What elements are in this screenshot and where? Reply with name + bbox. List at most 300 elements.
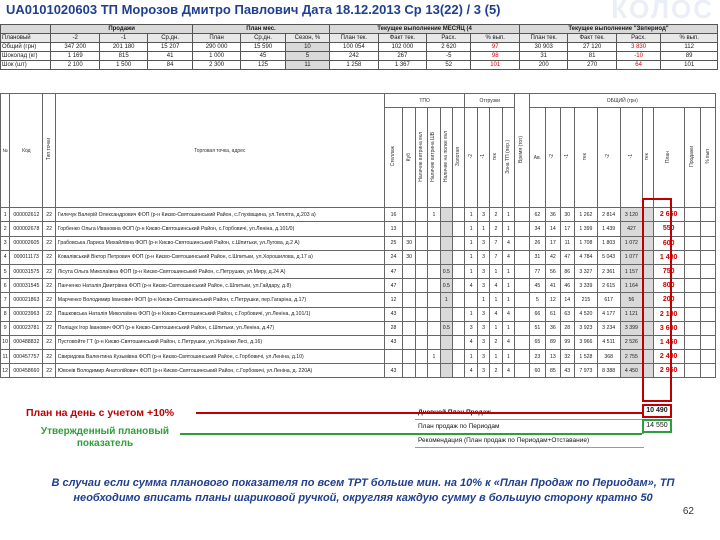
outlet-tpo-value xyxy=(453,335,465,349)
outlet-sales-value: 63 xyxy=(560,307,574,321)
outlet-shipment-value: 1 xyxy=(465,236,477,250)
outlet-tpo-value xyxy=(440,335,452,349)
summary-col-header: -2 xyxy=(51,34,99,43)
outlet-tpo-value xyxy=(453,236,465,250)
outlet-plan-value: 2 650 xyxy=(653,208,684,222)
outlet-tpo-value xyxy=(428,279,440,293)
col-sales-sub xyxy=(597,108,620,208)
col-address: Торговая точка, адрес xyxy=(55,94,384,208)
outlet-plan-sales xyxy=(684,350,701,364)
watermark-logo: КОЛОС xyxy=(611,0,714,24)
outlet-sales-value: 1 708 xyxy=(575,236,598,250)
outlet-shipment-value: 2 xyxy=(490,222,502,236)
outlet-plan-sales xyxy=(684,293,701,307)
outlet-tpo-value: 30 xyxy=(403,236,415,250)
col-tpo-sub-text: Наличие витрина ШВ xyxy=(430,131,437,182)
outlet-address: Панченко Наталія Дмитрівна ФОП (р-н Києво-Святошинський Район, с.Шпитьки, ул.Гайдару, д.8) xyxy=(55,279,384,293)
daily-plan-value: 10 490 xyxy=(642,404,672,418)
outlet-code: 000023781 xyxy=(10,321,43,335)
summary-cell: 41 xyxy=(148,52,192,61)
outlet-tpo-value xyxy=(440,350,452,364)
outlet-tp-zone xyxy=(515,307,529,321)
outlet-sales-value: 46 xyxy=(560,279,574,293)
col-tpo-sub xyxy=(440,108,452,208)
outlet-sales-value: 66 xyxy=(529,307,546,321)
outlet-shipment-value: 1 xyxy=(490,264,502,278)
summary-cell: 84 xyxy=(148,61,192,70)
outlet-tp-zone xyxy=(515,335,529,349)
summary-cell: 15 207 xyxy=(148,43,192,52)
col-sales-sub-text: -1 xyxy=(627,154,634,159)
outlet-tpo-value xyxy=(428,236,440,250)
summary-cell: 89 xyxy=(661,52,718,61)
outlet-sales-value: 3 234 xyxy=(597,321,620,335)
outlet-plan-pct xyxy=(701,307,716,321)
outlet-shipment-value: 4 xyxy=(490,279,502,293)
outlet-plan-pct xyxy=(701,264,716,278)
outlet-plan-pct xyxy=(701,335,716,349)
summary-col-header: Факт тек. xyxy=(378,34,426,43)
outlet-shipment-value: 3 xyxy=(477,264,489,278)
outlet-shipment-value: 3 xyxy=(477,307,489,321)
outlet-plan-pct xyxy=(701,293,716,307)
outlet-plan-sales xyxy=(684,364,701,378)
outlet-sales-value: 1 072 xyxy=(620,236,643,250)
outlet-sales-value: 1 399 xyxy=(575,222,598,236)
outlet-sales-value: 17 xyxy=(546,236,560,250)
col-tp-zone-text: Зона ТП (пер.) xyxy=(504,139,511,174)
outlet-row xyxy=(1,307,716,321)
col-sales-sub xyxy=(560,108,574,208)
outlet-tp-zone xyxy=(515,293,529,307)
outlet-tpo-value xyxy=(403,293,415,307)
outlet-shipment-value: 3 xyxy=(465,321,477,335)
recommendation-label: Рекомендация (План продаж по Периодам+Отставание) xyxy=(418,437,590,444)
col-tpo-sub xyxy=(384,108,403,208)
outlet-sales-value: 17 xyxy=(560,222,574,236)
outlet-plan-pct xyxy=(701,222,716,236)
summary-corner xyxy=(1,25,51,34)
outlet-tpo-value: 0.5 xyxy=(440,264,452,278)
outlet-tpo-value xyxy=(403,307,415,321)
outlet-sales-value: 60 xyxy=(529,364,546,378)
outlet-plan-pct xyxy=(701,350,716,364)
col-sales-sub-text: -1 xyxy=(563,154,570,159)
outlet-shipment-value: 3 xyxy=(477,321,489,335)
outlet-sales-value: 1 164 xyxy=(620,279,643,293)
col-total: ОБЩИЙ (грн) xyxy=(529,94,715,108)
outlet-shipment-value: 1 xyxy=(465,350,477,364)
outlet-sales-value: 56 xyxy=(546,264,560,278)
outlet-tpo-value xyxy=(415,236,427,250)
summary-cell: 1 258 xyxy=(330,61,378,70)
outlet-visit-value: 4 xyxy=(502,364,514,378)
outlet-tp-zone xyxy=(515,208,529,222)
outlet-tp-zone xyxy=(515,364,529,378)
summary-cell: 30 903 xyxy=(519,43,567,52)
col-plan xyxy=(653,108,684,208)
outlet-sales-value: 1 528 xyxy=(575,350,598,364)
summary-cell: 97 xyxy=(471,43,519,52)
outlet-tpo-value xyxy=(403,350,415,364)
outlet-plan-sales xyxy=(684,335,701,349)
outlet-address: Пустовойте ГТ (р-н Києво-Святошинський Район, с.Петрушки, ул.Українки Лесі, д.16) xyxy=(55,335,384,349)
summary-cell: 112 xyxy=(661,43,718,52)
outlet-number: 6 xyxy=(1,279,10,293)
outlet-visit-value: 4 xyxy=(502,307,514,321)
outlet-sales-value: 28 xyxy=(560,321,574,335)
page-number: 62 xyxy=(682,506,694,517)
divider xyxy=(415,419,644,420)
outlets-table-body xyxy=(1,208,716,378)
outlet-plan-value: 1 450 xyxy=(653,335,684,349)
outlet-tpo-value xyxy=(415,264,427,278)
summary-cell: 15 590 xyxy=(241,43,285,52)
outlet-row xyxy=(1,236,716,250)
outlet-plan-value: 3 600 xyxy=(653,321,684,335)
outlet-row xyxy=(1,250,716,264)
outlet-shipment-value: 4 xyxy=(465,335,477,349)
outlet-row xyxy=(1,335,716,349)
outlet-code: 000023963 xyxy=(10,307,43,321)
outlet-tpo-value: 43 xyxy=(384,364,403,378)
outlet-row xyxy=(1,364,716,378)
summary-table xyxy=(0,24,718,70)
summary-cell: 101 xyxy=(471,61,519,70)
col-shipments: Отгрузки xyxy=(465,94,515,108)
col-shipment-sub-text: -2 xyxy=(467,154,474,159)
outlet-visit-value: 1 xyxy=(502,208,514,222)
outlet-shipment-value xyxy=(465,293,477,307)
outlet-plan-sales xyxy=(684,307,701,321)
annotation-plan-day: План на день с учетом +10% xyxy=(26,407,175,419)
outlet-type: 22 xyxy=(43,364,55,378)
outlet-shipment-value: 7 xyxy=(490,236,502,250)
col-tpo-sub xyxy=(428,108,440,208)
summary-cell: 1 500 xyxy=(99,61,147,70)
outlet-shipment-value: 3 xyxy=(477,350,489,364)
outlet-code: 000002605 xyxy=(10,236,43,250)
col-tpo-sub-text: Стеллаж xyxy=(390,146,397,167)
outlet-sales-value: 13 xyxy=(546,350,560,364)
outlet-sales-value: 8 388 xyxy=(597,364,620,378)
outlet-shipment-value: 2 xyxy=(490,208,502,222)
outlet-tp-zone xyxy=(515,236,529,250)
outlet-tpo-value xyxy=(453,264,465,278)
outlet-shipment-value: 1 xyxy=(465,222,477,236)
outlet-shipment-value: 1 xyxy=(490,321,502,335)
outlets-header-row xyxy=(1,94,716,108)
outlet-tp-zone xyxy=(515,279,529,293)
outlet-tpo-value xyxy=(415,335,427,349)
summary-cell: 125 xyxy=(241,61,285,70)
outlet-visit-value: 4 xyxy=(502,250,514,264)
col-sales-sub-text: тек xyxy=(644,153,651,161)
outlet-number: 10 xyxy=(1,335,10,349)
outlet-tpo-value xyxy=(415,208,427,222)
summary-cell: 201 180 xyxy=(99,43,147,52)
outlet-sales-value: 12 xyxy=(546,293,560,307)
summary-col-header: План тек. xyxy=(330,34,378,43)
summary-group: Текущее выполнение "Звпериод" xyxy=(519,25,717,34)
outlet-sales-value: 7 973 xyxy=(575,364,598,378)
summary-cell: 2 620 xyxy=(427,43,471,52)
outlet-sales-value: 11 xyxy=(560,236,574,250)
outlet-type: 22 xyxy=(43,222,55,236)
outlet-code: 000031575 xyxy=(10,264,43,278)
outlet-shipment-value: 1 xyxy=(465,307,477,321)
outlet-sales-value: 14 xyxy=(546,222,560,236)
outlet-tpo-value xyxy=(428,321,440,335)
outlet-shipment-value: 3 xyxy=(477,364,489,378)
outlet-address: Ювонів Володимир Анатолійович ФОП (р-н Києво-Святошинський Район, с.Горбовичі, ул.Леніна, д. 220А) xyxy=(55,364,384,378)
col-visit-text: Время (тот) xyxy=(518,136,525,164)
summary-cell: 102 000 xyxy=(378,43,426,52)
outlet-sales-value: 1 157 xyxy=(620,264,643,278)
outlet-sales-value: 45 xyxy=(529,279,546,293)
outlet-visit-value: 1 xyxy=(502,264,514,278)
outlet-plan-pct xyxy=(701,250,716,264)
outlet-address: Марченко Володимир Іванович ФОП (р-н Києво-Святошинський Район, с.Петрушки, пер.Гагаріна, д.17) xyxy=(55,293,384,307)
outlet-address: Горбенко Ольга Ивановна ФОП (р-н Києво-Святошинський Район, с.Горбовичі, ул.Леніна, д.101/0) xyxy=(55,222,384,236)
outlet-shipment-value: 1 xyxy=(477,293,489,307)
outlet-tpo-value xyxy=(453,208,465,222)
outlet-tpo-value xyxy=(453,250,465,264)
outlet-plan-sales xyxy=(684,264,701,278)
outlet-sales-value: 2 361 xyxy=(597,264,620,278)
outlet-row xyxy=(1,279,716,293)
outlet-sales-value: 3 966 xyxy=(575,335,598,349)
outlet-tpo-value: 0.5 xyxy=(440,321,452,335)
outlet-tpo-value xyxy=(415,279,427,293)
outlet-sales-value: 32 xyxy=(560,350,574,364)
outlet-tpo-value xyxy=(384,350,403,364)
col-tpo-sub-text: Наличие витрина вкл xyxy=(417,131,424,182)
outlet-sales-value: 65 xyxy=(529,335,546,349)
outlet-tpo-value: 1 xyxy=(428,208,440,222)
outlet-tpo-value: 47 xyxy=(384,279,403,293)
outlet-plan-pct xyxy=(701,364,716,378)
outlet-sales-value: 427 xyxy=(620,222,643,236)
outlet-code: 000002612 xyxy=(10,208,43,222)
outlet-shipment-value: 2 xyxy=(490,335,502,349)
summary-cell: 81 xyxy=(568,52,616,61)
outlet-row xyxy=(1,321,716,335)
outlet-tpo-value xyxy=(453,364,465,378)
outlet-address: Грабовська Лариса Михайлівна ФОП (р-н Києво-Святошинський Район, с.Шпитьки, ул.Лугова, д.2 А) xyxy=(55,236,384,250)
outlet-sales-value: 2 526 xyxy=(620,335,643,349)
outlet-sales-value: 85 xyxy=(546,364,560,378)
outlet-tpo-value xyxy=(440,236,452,250)
outlet-sales-value: 61 xyxy=(546,307,560,321)
outlet-sales-value: 617 xyxy=(597,293,620,307)
summary-cell: 101 xyxy=(661,61,718,70)
instruction-note: В случаи если сумма планового показателя по всем ТРТ больше мин. на 10% к «План Продаж по Периодам», ТП необходимо вписать планы шариковой ручкой, округляя каждую сумму в большую сторону кратно 50 xyxy=(51,477,675,504)
outlet-type: 22 xyxy=(43,321,55,335)
col-sales-sub xyxy=(546,108,560,208)
outlet-type: 22 xyxy=(43,264,55,278)
summary-cell: 200 xyxy=(519,61,567,70)
summary-col-header: План xyxy=(192,34,240,43)
outlet-shipment-value: 1 xyxy=(465,264,477,278)
outlet-visit-value: 1 xyxy=(502,279,514,293)
outlet-tpo-value xyxy=(428,264,440,278)
outlet-plan-sales xyxy=(684,321,701,335)
outlet-number: 4 xyxy=(1,250,10,264)
col-shipment-sub xyxy=(465,108,477,208)
outlet-plan-sales xyxy=(684,250,701,264)
outlet-shipment-value: 3 xyxy=(477,250,489,264)
outlet-plan-value: 2 100 xyxy=(653,307,684,321)
outlet-type: 22 xyxy=(43,279,55,293)
summary-cell: 98 xyxy=(471,52,519,61)
outlet-number: 11 xyxy=(1,350,10,364)
outlet-shipment-value: 2 xyxy=(490,364,502,378)
outlet-sales-value: 86 xyxy=(560,264,574,278)
summary-cell: -10 xyxy=(616,52,660,61)
outlet-tpo-value: 43 xyxy=(384,335,403,349)
outlet-visit-value: 1 xyxy=(502,350,514,364)
summary-cell: 242 xyxy=(330,52,378,61)
outlet-number: 5 xyxy=(1,264,10,278)
summary-group: План мес. xyxy=(192,25,329,34)
outlet-sales-value: 215 xyxy=(575,293,598,307)
col-type xyxy=(43,94,55,208)
outlet-sales-value: 3 399 xyxy=(620,321,643,335)
outlet-shipment-value: 3 xyxy=(477,279,489,293)
summary-group: Текущее выполнение МЕСЯЦ (4 xyxy=(330,25,520,34)
summary-col-header: Ср.дн. xyxy=(148,34,192,43)
page-title: UA0101020603 ТП Морозов Дмитро Павлович Дата 18.12.2013 Ср 13(22) / 3 (5) xyxy=(6,2,501,17)
outlet-tp-zone xyxy=(515,321,529,335)
outlet-shipment-value: 1 xyxy=(490,350,502,364)
outlet-visit-value: 1 xyxy=(502,293,514,307)
outlet-sales-value: 1 077 xyxy=(620,250,643,264)
outlet-address: Пашковська Наталія Миколаївна ФОП (р-н Києво-Святошинський Район, с.Горбовичі, ул.Леніна, д.101/1) xyxy=(55,307,384,321)
col-shipment-sub-text: тек xyxy=(492,153,499,161)
daily-plan-label: Дневной План Продаж xyxy=(418,409,491,416)
outlet-plan-value: 600 xyxy=(653,236,684,250)
outlet-shipment-value: 1 xyxy=(477,222,489,236)
summary-col-header: % вып. xyxy=(471,34,519,43)
outlet-sales-value: 4 520 xyxy=(575,307,598,321)
outlet-number: 12 xyxy=(1,364,10,378)
summary-header-row xyxy=(1,34,718,43)
outlet-sales-value: 1 262 xyxy=(575,208,598,222)
outlet-shipment-value: 7 xyxy=(490,250,502,264)
summary-cell: 267 xyxy=(378,52,426,61)
outlet-sales-value: 42 xyxy=(546,250,560,264)
outlet-tpo-value xyxy=(440,250,452,264)
outlet-row xyxy=(1,208,716,222)
outlet-shipment-value: 4 xyxy=(465,279,477,293)
outlet-tpo-value xyxy=(415,293,427,307)
summary-cell: 347 200 xyxy=(51,43,99,52)
outlet-sales-value: 3 339 xyxy=(575,279,598,293)
outlet-sales-value: 89 xyxy=(546,335,560,349)
outlet-sales-value: 30 xyxy=(560,208,574,222)
col-plan-sales-text: Продажи xyxy=(688,146,695,168)
col-code: Код xyxy=(10,94,43,208)
outlet-sales-value: 1 121 xyxy=(620,307,643,321)
outlet-tpo-value xyxy=(428,335,440,349)
outlet-sales-value: 5 043 xyxy=(597,250,620,264)
outlet-sales-value: 34 xyxy=(529,222,546,236)
outlet-address: Гилечук Валерій Олександрович ФОП (р-н Києво-Святошинський Район, с.Глухівщина, ул.Тепліта, д.203 а) xyxy=(55,208,384,222)
summary-cell: 45 xyxy=(241,52,285,61)
outlet-tpo-value: 1 xyxy=(428,350,440,364)
outlet-tpo-value: 1 xyxy=(440,293,452,307)
outlet-sales-value: 1 803 xyxy=(597,236,620,250)
outlet-shipment-value: 4 xyxy=(465,364,477,378)
outlet-tpo-value: 0.5 xyxy=(440,279,452,293)
outlet-tpo-value xyxy=(415,222,427,236)
outlet-type: 22 xyxy=(43,335,55,349)
col-tpo-sub xyxy=(415,108,427,208)
outlet-tpo-value xyxy=(415,307,427,321)
outlet-tpo-value xyxy=(440,364,452,378)
outlet-row xyxy=(1,222,716,236)
col-visit xyxy=(515,94,529,208)
outlet-tpo-value xyxy=(453,350,465,364)
outlet-sales-value: 14 xyxy=(560,293,574,307)
summary-cell: 64 xyxy=(616,61,660,70)
outlet-tpo-value xyxy=(428,293,440,307)
plan-column-highlight xyxy=(642,198,672,402)
col-tpo: ТПО xyxy=(384,94,465,108)
outlet-tp-zone xyxy=(515,250,529,264)
outlet-plan-pct xyxy=(701,236,716,250)
summary-cell: 3 830 xyxy=(616,43,660,52)
col-sales-sub-text: -2 xyxy=(605,154,612,159)
outlet-sales-value: 2 755 xyxy=(620,350,643,364)
outlet-sales-value: 36 xyxy=(546,321,560,335)
col-shipment-sub xyxy=(477,108,489,208)
outlet-tpo-value xyxy=(403,208,415,222)
outlet-tpo-value: 12 xyxy=(384,293,403,307)
outlet-code: 000458660 xyxy=(10,364,43,378)
outlet-shipment-value: 1 xyxy=(465,208,477,222)
col-sales-sub xyxy=(575,108,598,208)
outlet-tpo-value xyxy=(415,250,427,264)
outlet-tpo-value xyxy=(453,307,465,321)
summary-col-header: Расх. xyxy=(616,34,660,43)
col-sales-sub-text: -2 xyxy=(549,154,556,159)
outlet-sales-value: 3 120 xyxy=(620,208,643,222)
summary-col-header: Плановый xyxy=(1,34,51,43)
outlet-tpo-value xyxy=(428,222,440,236)
col-tpo-sub-text: Куб xyxy=(405,152,412,161)
outlet-sales-value: 62 xyxy=(529,208,546,222)
summary-col-header: % вып. xyxy=(661,34,718,43)
outlet-address: Свиридова Валентина Кузьмівна ФОП (р-н Києво-Святошинський Район, с.Горбовичі, ул.Леніна, д.10) xyxy=(55,350,384,364)
summary-col-header: План тек. xyxy=(519,34,567,43)
outlet-plan-value: 2 950 xyxy=(653,364,684,378)
outlet-type: 22 xyxy=(43,236,55,250)
outlet-tpo-value xyxy=(428,250,440,264)
outlet-visit-value: 1 xyxy=(502,321,514,335)
outlet-tp-zone xyxy=(515,222,529,236)
outlet-tpo-value xyxy=(403,264,415,278)
outlet-sales-value: 51 xyxy=(529,321,546,335)
outlet-sales-value: 368 xyxy=(597,350,620,364)
outlet-code: 000488832 xyxy=(10,335,43,349)
col-tpo-sub-text: Золотая xyxy=(455,147,462,167)
outlet-tp-zone xyxy=(515,264,529,278)
outlet-sales-value: 41 xyxy=(546,279,560,293)
summary-row xyxy=(1,52,718,61)
summary-row xyxy=(1,61,718,70)
